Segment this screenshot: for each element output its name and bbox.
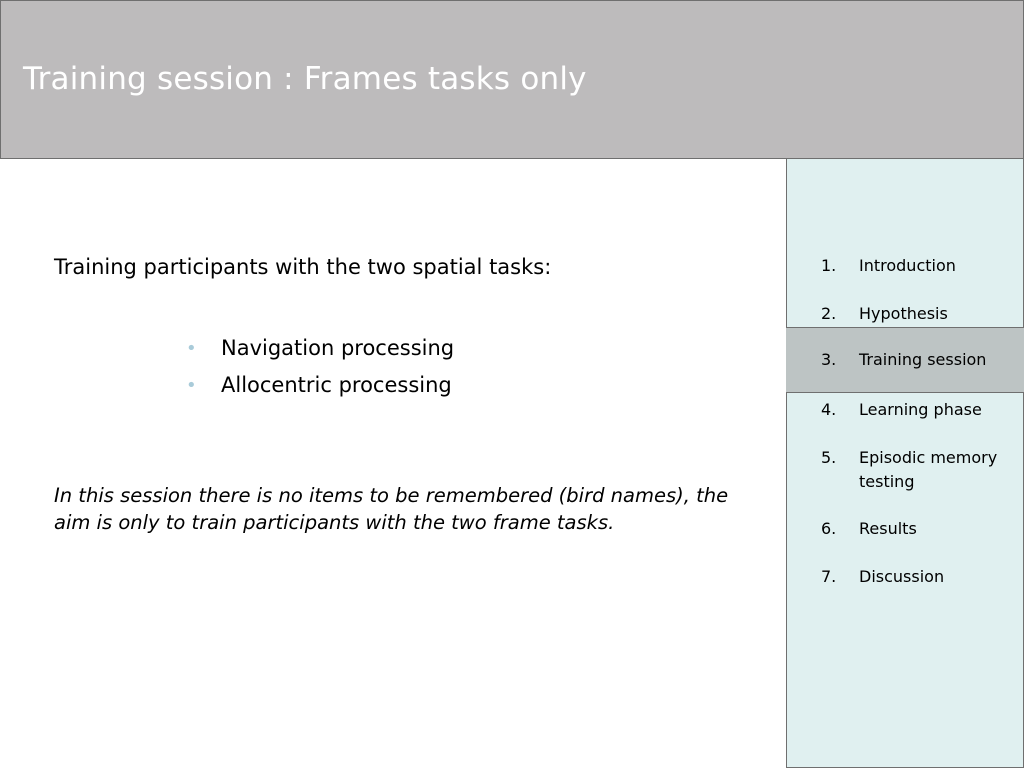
toc-item-label: Episodic memory testing [859,448,998,491]
lead-text: Training participants with the two spatial tasks: [54,255,552,279]
toc-item-number: 4. [821,400,837,419]
toc-item-number: 2. [821,304,837,323]
toc-item-label: Hypothesis [859,304,948,323]
toc-item-label: Discussion [859,567,945,586]
bullet-dot-icon: • [186,338,197,359]
toc-item-label: Training session [859,350,987,369]
toc-sidebar [786,158,1024,768]
toc-item-number: 7. [821,567,837,586]
toc-item-training-session[interactable] [786,327,1024,393]
bullet-list [186,330,454,404]
toc-item-number: 3. [821,350,837,369]
bullet-item [186,330,454,367]
bullet-text: Navigation processing [221,336,455,360]
bullet-dot-icon: • [186,375,197,396]
toc-item-number: 6. [821,519,837,538]
slide-title: Training session : Frames tasks only [23,61,587,97]
toc-item-label: Learning phase [859,400,982,419]
toc-item-label: Results [859,519,917,538]
bullet-item [186,367,454,404]
note-text: In this session there is no items to be remembered (bird names), the aim is only to train participants with the two frame tasks. [54,484,729,534]
slide-content [0,159,786,768]
toc-item-number: 1. [821,256,837,275]
toc-item-number: 5. [821,448,837,467]
bullet-text: Allocentric processing [221,373,452,397]
toc-item-label: Introduction [859,256,956,275]
title-bar [0,0,1024,159]
